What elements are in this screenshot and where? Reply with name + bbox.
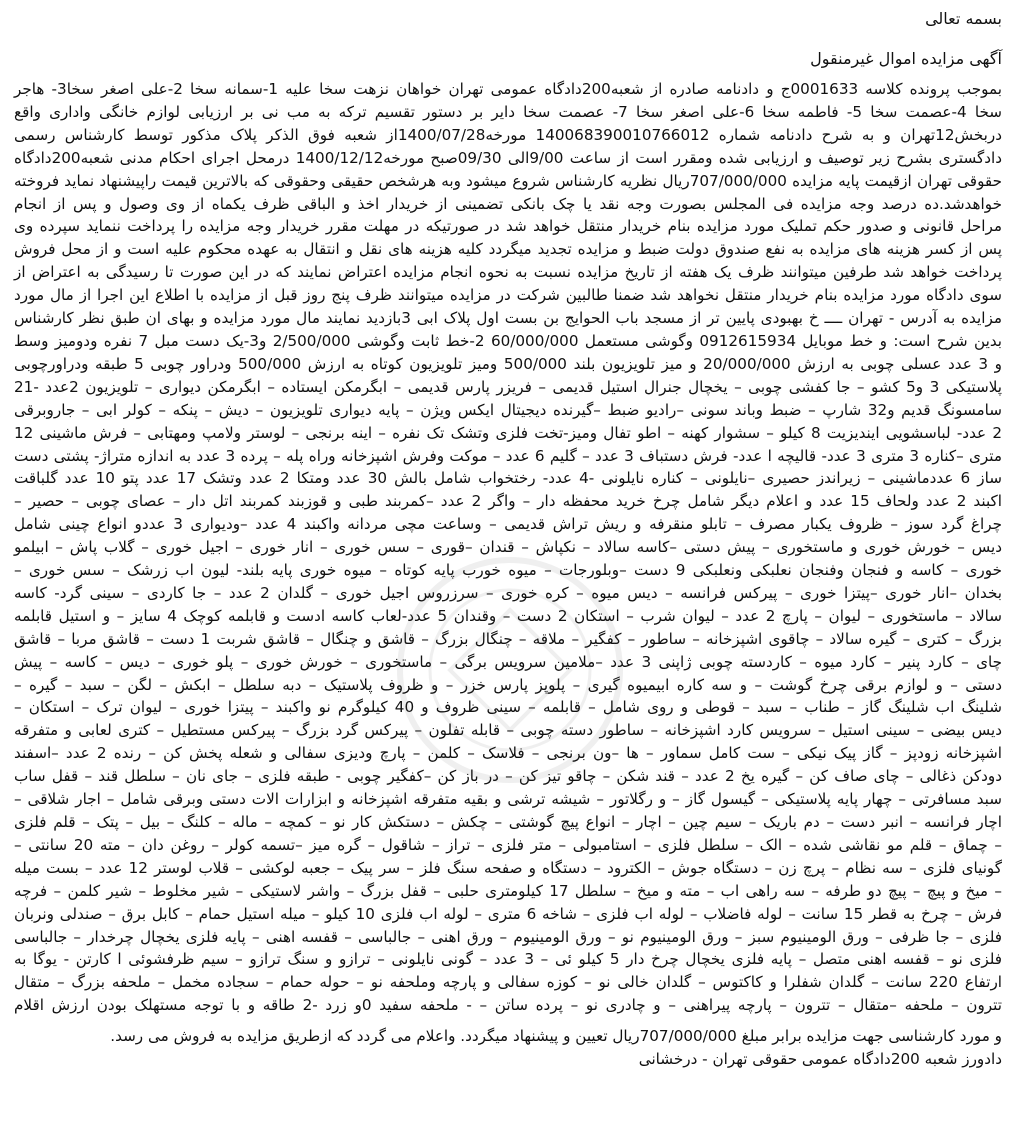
body-line: پلاستیکی 3 و5 کشو – جا کفشی چوبی – یخچال جنرال استیل قدیمی – فریزر پارس قدیمی – ابگرمکن ایستاده – ابگرمکن دیواری – تلویزیون 2عدد -21 (14, 377, 1002, 396)
body-line: بخدان –انار خوری –پیتزا خوری – پیرکس فرانسه – دیس میوه – کره خوری – سرزروس اجیل خوری – گلدان 2 عدد – جا کاردی – سینی گرد- کاسه (14, 583, 1002, 602)
body-line: تترون – ملحفه –متقال – تترون – پارچه پیراهنی – و چادری نو – پرده ساتن – - ملحفه سفید 0و زرد -2 طاقه و با توجه مستهلک بودن ارزش اقلام (14, 996, 1002, 1015)
body-line: و 3 عدد عسلی چوبی به ارزش 20/000/000 و میز تلویزیون بلند 500/000 ومیز تلویزیون کوتاه به ارزش 500/000 ودراور چوبی 5 طبقه ودراورچوبی (14, 354, 1002, 373)
body-line: اچار فرانسه – انبر دست – دم باریک – سیم چین – اچار – انواع پیچ گوشتی – چکش – دستکش کار نو – کمچه – ماله – کلنگ – بیل – پتک – قلم فلزی (14, 813, 1002, 831)
body-line: حقوقی تهران ازقیمت پایه مزایده 707/000/000ریال نظریه کارشناس شروع میشود وبه هرشخص حقیقی وحقوقی که بالاترین قیمت راپیشنهاد نماید فروخته (14, 171, 1002, 190)
body-line: متری –کناره 3 متری 3 عدد- قالیچه ا عدد- فرش دستباف 3 عدد – گلیم 6 عدد – موکت وفرش اشپزخانه وراه پله – پرده 3 عدد به اندازه متراژ- پشتی دست (14, 446, 1002, 465)
body-line: مزایده به آدرس - تهران ــــ خ بهبودی پایین تر از مسجد باب الحوایج بن بست اول پلاک ابی 3بازدید نمایند مال مورد مزایده و بهای ان طبق نظر کارشناس (14, 309, 1002, 328)
body-line: سامسونگ قدیم و32 شارپ – ضبط وباند سونی –رادیو ضبط –گیرنده دیجیتال ایکس ویژن – پایه دیواری تلویزیون – دیش – پنکه – کولر ابی – جاروبرقی (14, 400, 1002, 419)
body-line: دستی – و لوازم برقی چرخ گوشت – و سه کاره ابیمیوه گیری – پلوپز پارس خزر – و ظروف پلاستیک – دبه سلطل – ابکش – لگن – سبد – گیره – (14, 675, 1002, 694)
body-line: خواهدشد.ده درصد وجه مزایده فی المجلس بصورت وجه نقد یا چک بانکی تضمینی از خریدار اخذ و الباقی ظرف یکماه از وی وصول و پس از انجام (14, 194, 1002, 213)
signature-line: دادورز شعبه 200دادگاه عمومی حقوقی تهران - درخشانی (638, 1050, 1002, 1069)
notice-title: آگهی مزایده اموال غیرمنقول (810, 49, 1002, 68)
body-line: دیس – خورش خوری و ماستخوری – پیش دستی –کاسه سالاد – نکپاش – قندان –قوری – سس خوری – انار خوری – اجیل خوری – گلاب پاش – ابیلمو (14, 538, 1002, 557)
notice-body (14, 78, 1002, 1017)
body-line: بدین شرح است: و خط موبایل 0912615934 وگوشی مستعمل 60/000/000 2-خط ثابت وگوشی 2/500/000 و3-یک دست مبل 7 نفره ودومیز وسط (14, 331, 1003, 350)
body-line: دیس بیضی – سینی استیل – سرویس کارد اشپزخانه – ساطور دسته چوبی – قابله تفلون – پیرکس گرد بزرگ – پیرکس مستطیل – کتری لعابی و متفرقه (14, 721, 1002, 740)
body-line: ساز 6 عددماشینی – زیراندز حصیری –نایلونی – کناره نایلونی -4 عدد- رختخواب شامل بالش 30 عدد ومتکا 2 عدد وتشک 17 عدد پتو 10 عدد گلباقت (14, 469, 1002, 488)
body-line: دودکن ذغالی – چای صاف کن – گیره یخ 2 عدد – قند شکن – چاقو تیز کن – در باز کن –کفگیر چوبی - طبقه فلزی – جای نان – سلطل قند – قفل ساب (14, 767, 1002, 786)
body-line: بموجب پرونده کلاسه 0001633ج و دادنامه صادره از شعبه200دادگاه عمومی تهران خواهان نزهت سخا علیه 1-سمانه سخا 2-علی اصغر سخا3- هاجر (14, 80, 1002, 98)
body-line: دادگستری بشرح زیر توصیف و ارزیابی شده ومقرر است از ساعت 9/00الی 09/30صبح مورخه1400/12/12 درمحل اجرای احکام مدنی شعبه200دادگاه (14, 148, 1002, 167)
body-line: 2 عدد- لباسشویی ایندیزیت 8 کیلو – سشوار کهنه – اطو تفال ومیز-تخت فلزی وتشک تک نفره – اینه برنجی – لوستر ولامپ ومهتابی – فرش ماشینی 12 (14, 423, 1002, 442)
body-line: چراغ گرد سوز – ظروف یکبار مصرف – تابلو منقرفه و ریش تراش قدیمی – وساعت مچی مردانه واکبند 4 عدد –ودیواری 3 عددو انواع چینی شامل (14, 515, 1002, 534)
body-line: بزرگ – کتری – گیره سالاد – چاقوی اشپزخانه – ساطور – کفگیر – ملاقه – چنگال بزرگ – قاشق و چنگال – قاشق شربت 1 دست – قاشق مربا – قاشق (14, 629, 1003, 648)
body-line: پس از کسر هزینه های مزایده به نفع صندوق دولت ضبط و مزایده تجدید میگردد کلیه هزینه های نقل و انتقال به عهده محکوم علیه است و از محل فروش (14, 240, 1002, 259)
body-line: خوری – کاسه و فنجان وفنجان نعلبکی ونعلبکی 9 دست –وبلورجات – میوه خورب پایه کوتاه – میوه خوری پایه بلند- لیون اب زرشک – سس خوری – (14, 561, 1002, 580)
basmala-heading: بسمه تعالی (925, 9, 1002, 28)
closing-statement: و مورد کارشناسی جهت مزایده برابر مبلغ 707/000/000ریال تعیین و پیشنهاد میگردد. واعلام می گردد که ازطریق مزایده به فروش می رسد. (110, 1027, 1002, 1046)
body-line: فرش – چرخ به قطر 15 سانت – لوله فاضلاب – لوله اب فلزی – شاخه 6 متری – لوله اب فلزی 10 کیلو – میله استیل حمام – کابل برق – صندلی ونربان (14, 904, 1003, 923)
body-line: سالاد – ماستخوری – لیوان – پارچ 2 عدد – لیوان شرب – استکان 2 دست – وقندان 5 عدد-لعاب کاسه ادست و قابلمه کوچک 4 سایز – و استیل قابلمه (14, 606, 1002, 625)
body-line: اشپزخانه زودپز – گاز پیک نیکی – ست کامل سماور – ها –ون برنجی – فلاسک – کلمن – پارچ ودیزی سفالی و شعله پخش کن – رنده 2 عدد –اسفند (14, 744, 1002, 763)
body-line: فلزی – جا ظرفی – ورق الومینیوم سبز – ورق الومینیوم نو – ورق الومینیوم – ورق اهنی – جالباسی – قفسه اهنی – پایه فلزی یخچال چرخدار – جالباسی (14, 927, 1002, 946)
body-line: ارتفاع 220 سانت – گلدان شفلرا و کاکتوس – گلدان خالی نو – کوزه سفالی و پارچه وملحفه نو – حوله حمام – سجاده مخمل – ملحفه بزرگ – متقال (14, 973, 1003, 992)
body-line: سبد مسافرتی – چهار پایه پلاستیکی – گیسول گاز – و رگلاتور – شیشه ترشی و بقیه متفرقه اشپزخانه و ابزارات الات دستی وبرقی شامل – اجار شلاقی – (14, 790, 1002, 809)
body-line: دربخش12تهران و به شرح دادنامه شماره 140068390010766012 مورخه1400/07/28از شعبه فوق الذکر پلاک مذکور توسط کارشناس رسمی (14, 125, 1002, 144)
body-line: چای – کارد پنیر – کارد میوه – کاردسته چوبی ژاپنی 3 عدد –ملامین سرویس برگی – ماستخوری – خورش خوری – پلو خوری – دیس – کاسه – پیش (14, 652, 1002, 671)
body-line: سخا 4-عصمت سخا 5- فاطمه سخا 6-علی اصغر سخا 7- عصمت سخا دایر بر دستور تقسیم ترکه به مب نی بر ارزیابی لوازم خانگی واداری واقع (14, 102, 1002, 121)
body-line: گونیای فلزی – سه نظام – پرچ زن – دستگاه جوش – الکترود – دستگاه و صفحه سنگ فلز – سر پیک – جعبه لوکشی – قلاب لوستر 12 عدد – بست میله (14, 858, 1003, 877)
body-line: پرداخت خواهد شد طرفین میتوانند ظرف یک هفته از تاریخ مزایده نسبت به نحوه انجام مزایده اعتراض نمایند که در این صورت تا رسیدگی به اعتراض از (14, 263, 1002, 282)
body-line: مراحل قانونی و صدور حکم تملیک مورد مزایده بنام خریدار منتقل خواهد شد در صورتیکه در مهلت مقرر خریدار وجه مزایده را پرداخت ننماید سپرده وی (14, 217, 1002, 236)
body-line: سوی دادگاه مورد مزایده بنام خریدار منتقل نخواهد شد ضمنا طالبین شرکت در مزایده میتوانند ظرف پنج روز قبل از مزایده با اطلاع این اجرا از مال مورد (14, 286, 1002, 305)
body-line: – چماق – قلم مو نقاشی شده – الک – سلطل فلزی – استامبولی – متر فلزی – تراز – شاقول – گره میز –تسمه کولر – روغن دان – مته 20 سانتی – (14, 835, 1002, 854)
body-line: شلینگ اب شلینگ گاز – طناب – سبد – قوطی و روی شامل – قابلمه – سینی ظروف و 40 کیلوگرم نو واکبند – پیتزا خوری – لیوان ترک – استکان – (14, 698, 1002, 717)
notice-closing (14, 1025, 1002, 1071)
body-line: فلزی نو – قفسه اهنی متصل – پایه فلزی یخچال چرخ دار 5 کیلو ئی – 3 عدد – گونی نایلونی – ترازو و سنگ ترازو – سیم ظرفشوئی ا کارتن - یوگا به (14, 950, 1002, 969)
body-line: اکبند 2 عدد ولحاف 15 عدد و اعلام دیگر شامل چرخ خرید محفظه دار – واگر 2 عدد –کمربند طبی و قوزبند کمربند اتل دار – عصای چوبی – حصیر – (14, 492, 1002, 511)
body-line: – میخ و پیچ – پیچ دو طرفه – سه راهی اب – مته و میخ – سلطل 17 کیلومتری حلبی – قفل بزرگ – واشر لاستیکی – شیر مخلوط – شیر کلمن – فرچه (14, 881, 1002, 900)
